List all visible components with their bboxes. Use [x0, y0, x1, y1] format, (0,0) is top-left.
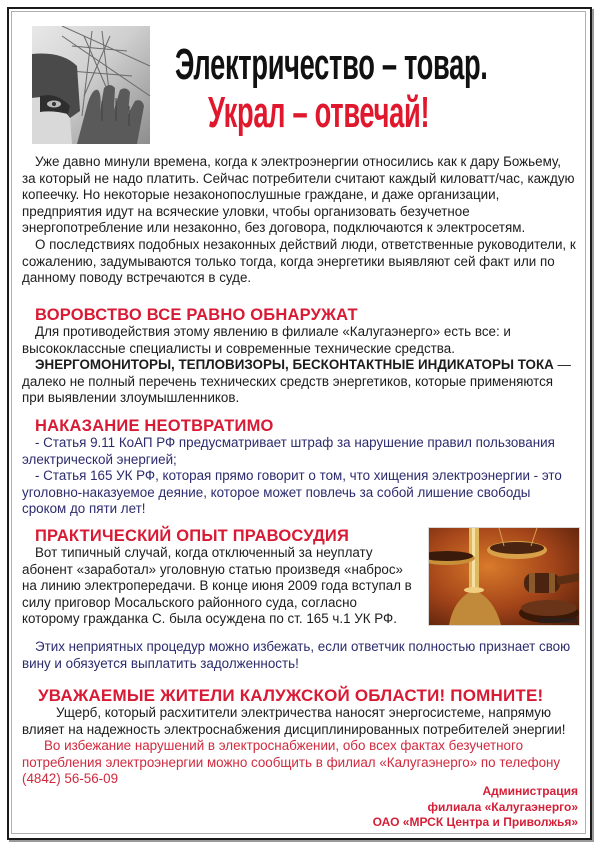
section-heading-appeal: УВАЖАЕМЫЕ ЖИТЕЛИ КАЛУЖСКОЙ ОБЛАСТИ! ПОМНИТЕ! [38, 686, 544, 705]
scales-and-gavel-icon [429, 528, 579, 625]
appeal-section [22, 705, 578, 788]
practice-note: Этих неприятных процедур можно избежать, если ответчик полностью признает свою вину и обязуется выплатить задолженность! [22, 639, 571, 671]
appeal-paragraph-2: Во избежание нарушений в электроснабжении, обо всех фактах безучетного потребления электроэнергии можно сообщить в филиал «Калугаэнерго» по телефону (4842) 56-56-09 [22, 738, 561, 787]
detection-tools-description: — далеко не полный перечень технических средств энергетиков, которые применяются при выявлении злоумышленников. [22, 357, 571, 406]
practice-paragraph: Вот типичный случай, когда отключенный за неуплату абонент «заработал» уголовную статью произведя «наброс» на линию электропередачи. В конце июня 2009 года вступал в силу приговор Мосальского районного суда, согласно которому гражданка С. была осуждена по ст. 165 ч.1 УК РФ. [22, 545, 412, 627]
intro-paragraph-1: Уже давно минули времена, когда к электроэнергии относились как к дару Божьему, за который не надо платить. Сейчас потребители считают каждый киловатт/час, каждую копеечку. Но некоторые незаконопослушные граждане, и даже организации, предприятия идут на всяческие уловки, чтобы организовать безучетное энергопотребление или незаконно, без договора, подключаются к электросетям. [22, 154, 575, 236]
signature-line-1: Администрация [482, 784, 578, 798]
signature-line-3: ОАО «МРСК Центра и Приволжья» [372, 815, 578, 829]
intro-section [22, 154, 578, 287]
page-subtitle: Украл – отвечай! [208, 88, 430, 137]
thief-photo-icon [32, 26, 150, 144]
detection-paragraph-1: Для противодействия этому явлению в филиале «Калугаэнерго» есть все: и высококлассные специалисты и современные технические средства. [22, 324, 511, 356]
section-heading-practice: ПРАКТИЧЕСКИЙ ОПЫТ ПРАВОСУДИЯ [35, 527, 350, 545]
detection-section [22, 324, 578, 407]
page-title: Электричество – товар. [175, 40, 488, 89]
signature-line-2: филиала «Калугаэнерго» [427, 799, 578, 814]
hero-image [32, 26, 150, 144]
punishment-section [22, 435, 578, 518]
justice-image [428, 527, 580, 626]
section-heading-punishment: НАКАЗАНИЕ НЕОТВРАТИМО [35, 417, 274, 435]
intro-paragraph-2: О последствиях подобных незаконных действий люди, ответственные руководители, к сожалению, задумываются только тогда, когда энергетики выявляют сей факт или по данному поводу встречаются в суде. [22, 236, 576, 286]
practice-note-section [22, 639, 578, 672]
practice-section [22, 545, 417, 628]
appeal-paragraph-1: Ущерб, который расхитители электричества наносят энергосистеме, напрямую влияет на надежность электроснабжения дисциплинированных потребителей энергии! [22, 705, 566, 737]
section-heading-detection: ВОРОВСТВО ВСЕ РАВНО ОБНАРУЖАТ [35, 306, 358, 324]
punishment-item-2: - Статья 165 УК РФ, которая прямо говорит о том, что хищения электроэнергии - это уголовно-наказуемое деяние, которое может повлечь за собой лишение свободы сроком до пяти лет! [22, 468, 562, 517]
punishment-item-1: - Статья 9.11 КоАП РФ предусматривает штраф за нарушение правил пользования электрической энергией; [22, 435, 555, 467]
detection-tools-list: ЭНЕРГОМОНИТОРЫ, ТЕПЛОВИЗОРЫ, БЕСКОНТАКТНЫЕ ИНДИКАТОРЫ ТОКА [35, 357, 554, 373]
signature-block [373, 784, 578, 831]
detection-paragraph-2 [22, 357, 578, 407]
